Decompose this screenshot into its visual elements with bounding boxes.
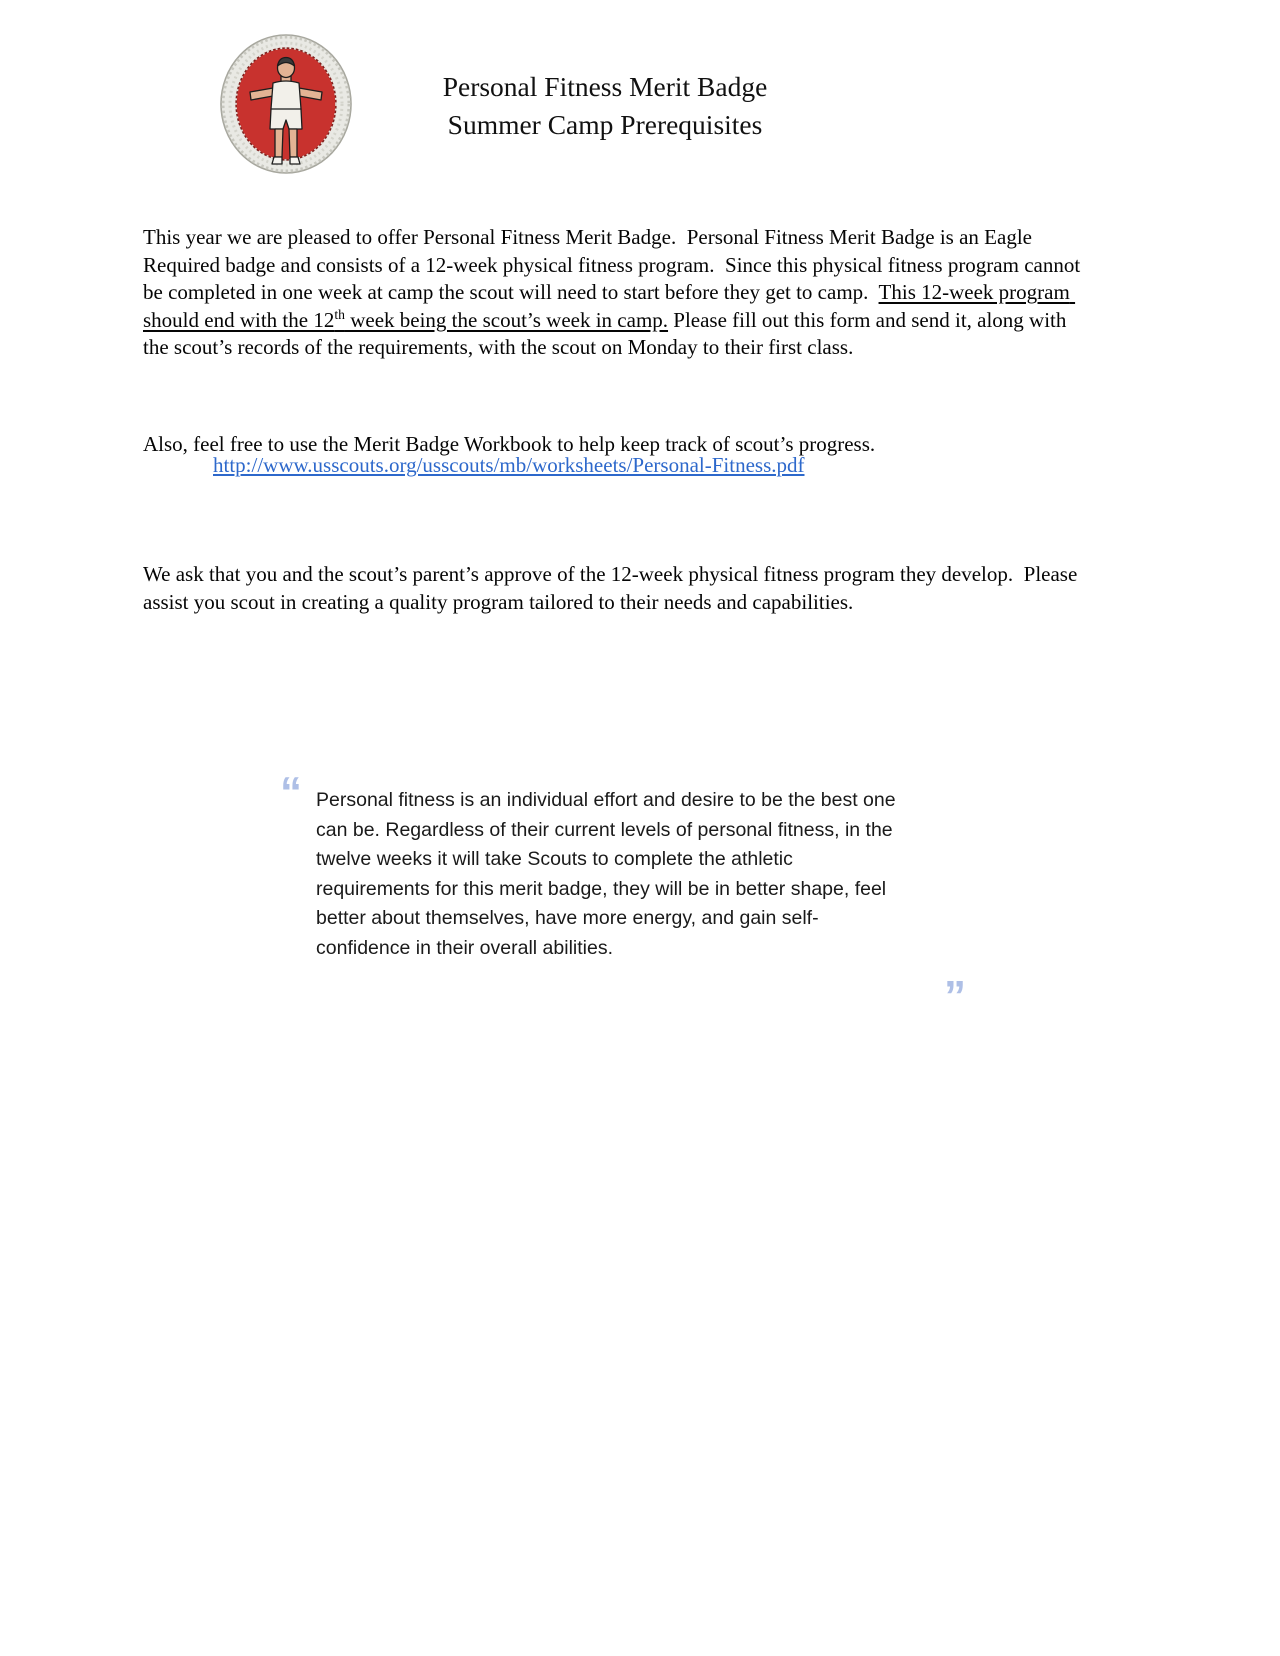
intro-paragraph bbox=[143, 224, 1086, 362]
underline-post: week being the scout’s week in camp. bbox=[344, 307, 669, 332]
close-quote-icon: ” bbox=[944, 972, 966, 1021]
underline-pre: This 12-week program should end with the 12 bbox=[143, 280, 1076, 332]
open-quote-icon: “ bbox=[280, 768, 302, 817]
worksheet-link[interactable]: http://www.usscouts.org/usscouts/mb/worksheets/Personal-Fitness.pdf bbox=[213, 453, 805, 477]
pull-quote: Personal fitness is an individual effort and desire to be the best one can be. Regardless of their current levels of personal fitness, in the twelve weeks it will take Scouts to complete the athletic requirements for this merit badge, they will be in better shape, feel better about themselves, have more energy, and gain self-confidence in their overall abilities. bbox=[316, 789, 896, 959]
intro-text-1: This year we are pleased to offer Personal Fitness Merit Badge. Personal Fitness Merit Badge is an Eagle Required badge and consists of a 12-week physical fitness program. Since this physical fitness program cannot be completed in one week at camp the scout will need to start before they get to camp. bbox=[143, 225, 1086, 305]
worksheet-link-line bbox=[213, 452, 805, 479]
title-line-2: Summer Camp Prerequisites bbox=[447, 109, 763, 140]
approval-paragraph: We ask that you and the scout’s parent’s approve of the 12-week physical fitness program they develop. Please assist you scout in creating a quality program tailored to their needs and capabilities. bbox=[143, 562, 1083, 614]
workbook-paragraph: Also, feel free to use the Merit Badge Workbook to help keep track of scout’s progress. bbox=[143, 432, 876, 456]
document-title bbox=[320, 68, 890, 144]
intro-text-2: Please fill out this form and send it, along with the scout’s records of the requirements, with the scout on Monday to their first class. bbox=[143, 307, 1072, 360]
title-line-1: Personal Fitness Merit Badge bbox=[442, 71, 768, 102]
ordinal-superscript: th bbox=[334, 306, 345, 322]
